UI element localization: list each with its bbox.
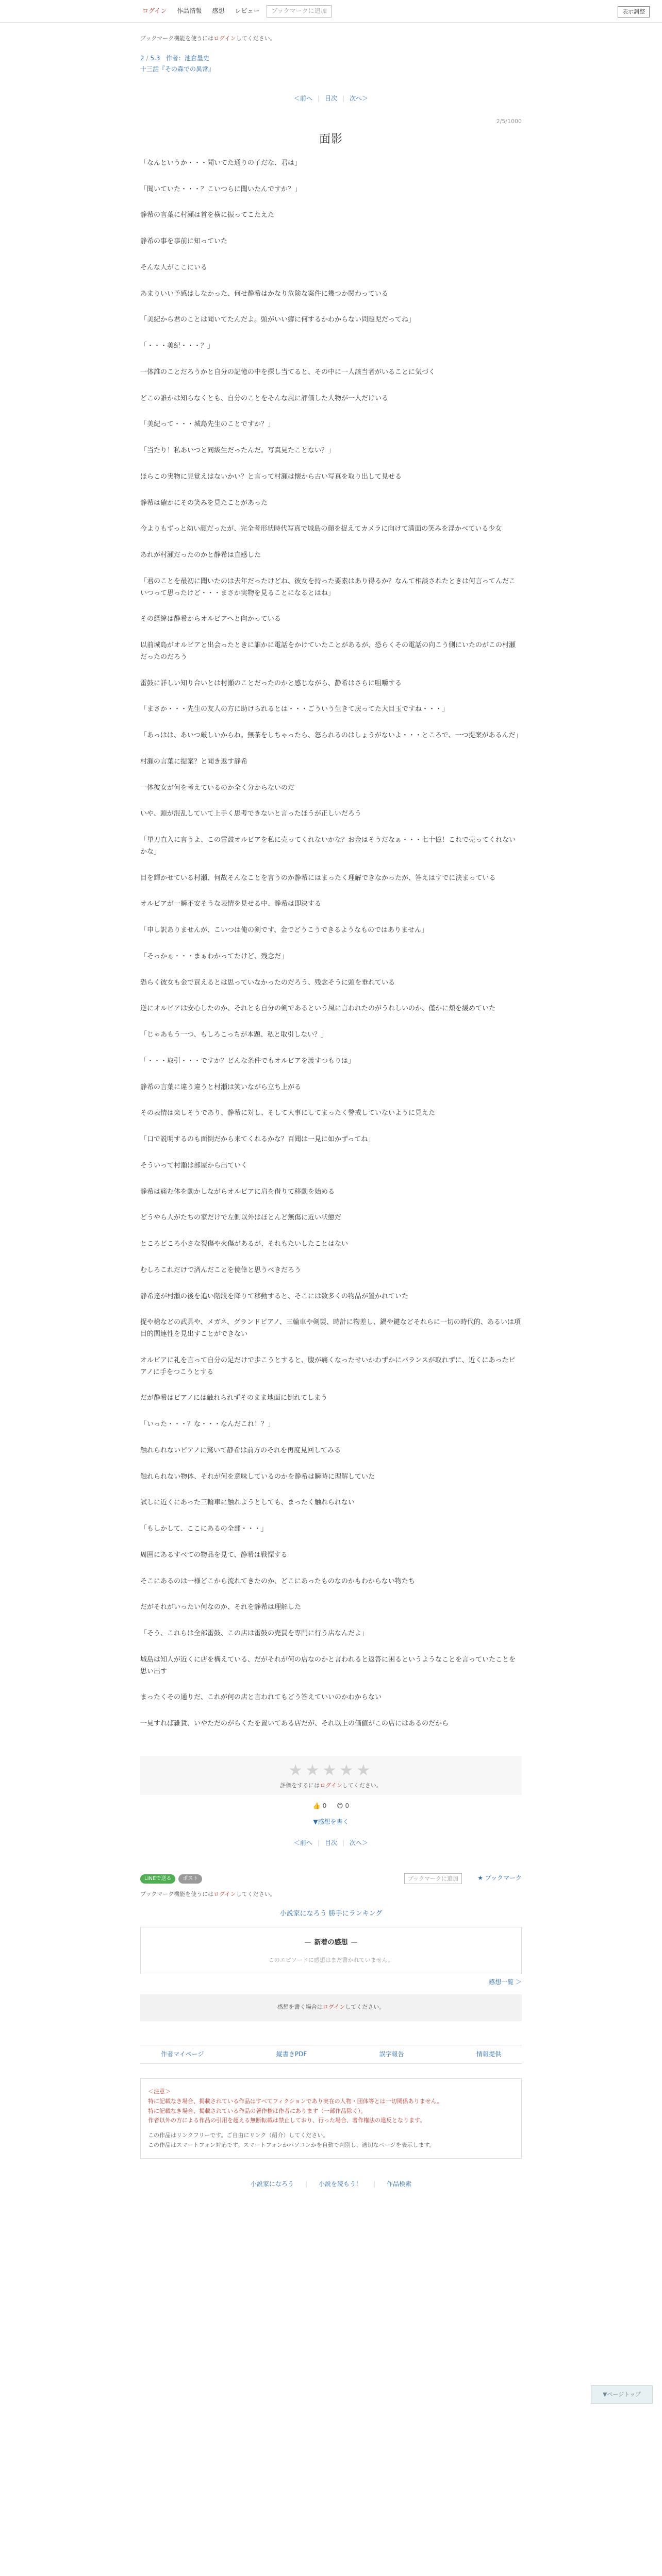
notice-head: ＜注意＞ — [148, 2088, 171, 2095]
body-paragraph: 「申し訳ありませんが、こいつは俺の剣です、金でどうこうできるようなものではありません」 — [140, 926, 428, 935]
review-title-text: 新着の感想 — [314, 1938, 348, 1946]
author-label: 作者： — [166, 54, 185, 62]
body-paragraph: 触れられないピアノに驚いて静希は前方のそれを再度見回してみる — [140, 1446, 341, 1454]
site-footer: 小説家になろう | 小説を読もう！ | 作品検索 — [140, 2179, 522, 2189]
body-paragraph: どうやら人がたちの家だけで左側以外はほとんど無傷に近い状態だ — [140, 1214, 342, 1222]
smile-reaction[interactable]: 😊 0 — [337, 1802, 350, 1809]
body-paragraph: いや、頭が混乱していて上手く思考できないと言ったほうが正しいだろう — [140, 810, 361, 818]
body-paragraph: 「いった・・・？な・・・なんだこれ！？」 — [140, 1420, 275, 1429]
reaction-bar — [140, 1801, 522, 1811]
bookmark-login-notice-bottom — [140, 1890, 522, 1899]
typo-report-link[interactable]: 誤字報告 — [379, 2050, 404, 2058]
body-paragraph: その表情は楽しそうであり、静希に対し、そして大事にしてまったく警戒していないように見えた — [140, 1109, 436, 1117]
toc-link-bottom[interactable]: 目次 — [324, 1839, 337, 1847]
novel-body — [140, 158, 522, 1730]
site-read-link[interactable]: 小説を読もう！ — [318, 2180, 362, 2188]
login-link[interactable]: ログイン — [142, 7, 167, 15]
body-paragraph: オルビアに礼を言って自分の足だけで歩こうとすると、腹が痛くなったせいかわずかにバランスが取れずに、近くにあったピアノに手をつこうとする — [140, 1356, 516, 1376]
body-paragraph: だがそれがいったい何なのか、それを静希は理解した — [140, 1603, 302, 1612]
episode-position: 2 — [140, 54, 144, 62]
like-reaction[interactable]: 👍 0 — [312, 1802, 327, 1809]
add-bookmark-button[interactable]: ブックマークに追加 — [267, 5, 331, 18]
page-top-button[interactable]: ▼ページトップ — [591, 2385, 653, 2404]
body-paragraph: そこにあるのは一様どこから流れてきたのか、どこにあったものなのかもわからない物たち — [140, 1577, 415, 1585]
impressions-list-link[interactable]: 感想一覧 ＞ — [489, 1978, 522, 1986]
author-mypage-link[interactable]: 作者マイページ — [161, 2050, 204, 2058]
site-search-link[interactable]: 作品検索 — [387, 2180, 412, 2188]
body-paragraph: 「そっかぁ・・・まぁわかってたけど、残念だ」 — [140, 952, 288, 960]
body-paragraph: 「美紀から君のことは聞いてたんだよ。頭がいい癖に何するかわからない問題児だってね」 — [140, 316, 416, 324]
line-share-button[interactable]: LINEで送る — [140, 1874, 175, 1884]
notice-gray-line: この作品はスマートフォン対応です。スマートフォンかパソコンかを自動で判別し、適切なページを表示します。 — [148, 2141, 435, 2148]
body-paragraph: 静希の言葉に村瀬は首を横に振ってこたえた — [140, 211, 275, 219]
comment-login-link[interactable]: ログイン — [322, 2004, 345, 2011]
body-paragraph: だが静希はピアノには触れられずそのまま地面に倒れてしまう — [140, 1394, 327, 1402]
body-paragraph: 「聞いていた・・・？こいつらに聞いたんですか？」 — [140, 185, 302, 193]
body-paragraph: 捉や槍などの武具や、メガネ、グランドピアノ、三輪車や剣製、時計に物差し、鍋や鍵などそれらに一切の時代的、あるいは項目的関連性を見出すことができない — [140, 1318, 521, 1338]
next-link-bottom[interactable]: 次へ＞ — [350, 1839, 369, 1847]
body-paragraph: 「あっはは、あいつ厳しいからね。無茶をしちゃったら、怒られるのはしょうがないよ・・・ところで、一つ提案があるんだ」 — [140, 732, 522, 740]
review-link[interactable]: レビュー — [235, 7, 260, 15]
comment-text-suffix: してください。 — [345, 2004, 385, 2011]
new-impressions-box — [140, 1927, 522, 1974]
body-paragraph: 目を輝かせている村瀬、何故そんなことを言うのか静希にはまったく理解できなかったが、答えはすでに決まっている — [140, 874, 496, 882]
rating-note-suffix: してください。 — [342, 1782, 382, 1789]
rating-login-link[interactable]: ログイン — [320, 1782, 342, 1789]
body-paragraph: 村瀬の言葉に提案？と聞き返す静希 — [140, 757, 248, 766]
write-impression-link[interactable]: ▼感想を書く — [313, 1818, 349, 1826]
comments-link[interactable]: 感想 — [212, 7, 225, 15]
body-paragraph: ほらこの実物に見覚えはないかい？と言って村瀬は懐から古い写真を取り出して見せる — [140, 472, 402, 481]
notice-red-line: 作者以外の方による作品の引用を超える無断転載は禁止しており、行った場合、著作権法の違反となります。 — [148, 2117, 426, 2124]
body-paragraph: 「なんというか・・・聞いてた通りの子だな、君は」 — [140, 159, 302, 167]
top-navigation-bar — [0, 0, 662, 23]
body-paragraph: どこの誰かは知らなくとも、自分のことをそんな風に評価した人物が一人だけいる — [140, 394, 389, 402]
body-paragraph: 「そう、これらは全部雷鼓、この店は雷鼓の売買を専門に行う店なんだよ」 — [140, 1630, 369, 1638]
ranking-link[interactable]: 小説家になろう 勝手にランキング — [279, 1910, 383, 1918]
body-paragraph: 静希は確かにその笑みを見たことがあった — [140, 499, 268, 507]
no-impressions-text: このエピソードに感想はまだ書かれていません。 — [268, 1956, 394, 1963]
notice-login-link[interactable]: ログイン — [213, 35, 236, 42]
vertical-pdf-link[interactable]: 縦書きPDF — [276, 2050, 307, 2058]
notice2-login-link[interactable]: ログイン — [213, 1890, 236, 1897]
body-paragraph: 城島は知人が近くに店を構えている、だがそれが何の店なのかと言われると返答に困るというようなことを言っていたことを思い出す — [140, 1655, 516, 1675]
body-paragraph: ところどころ小さな裂傷や火傷があるが、それもたいしたことはない — [140, 1240, 349, 1248]
body-paragraph: 「君のことを最初に聞いたのは去年だったけどね、彼女を持った要素はあり得るか？なんて相談されたときは何言ってんだこいつって思ったけど・・・まさか実物を見ることになるとはね」 — [140, 577, 516, 597]
post-share-button[interactable]: ポスト — [178, 1874, 202, 1884]
body-paragraph: 一見すれば雑貨、いやただのがらくたを置いてある店だが、それ以上の価値がこの店にはあるのだから — [140, 1720, 449, 1728]
body-paragraph: 静希の言葉に違う違うと村瀬は笑いながら立ち上がる — [140, 1083, 302, 1091]
notice-box — [140, 2078, 522, 2159]
site-home-link[interactable]: 小説家になろう — [250, 2180, 294, 2188]
notice2-text-suffix: してください。 — [236, 1890, 276, 1897]
notice-text-suffix: してください。 — [236, 35, 276, 42]
body-paragraph: 一体彼女が何を考えているのか全く分からないのだ — [140, 784, 295, 792]
body-paragraph: 試しに近くにあった三輪車に触れようとしても、まったく触れられない — [140, 1499, 355, 1507]
body-paragraph: 「美紀って・・・城島先生のことですか？」 — [140, 420, 275, 429]
page-number: 2/5/1000 — [496, 118, 522, 125]
episode-separator: / — [146, 54, 148, 62]
author-link[interactable]: 池倉塁史 — [184, 54, 209, 62]
rating-box — [140, 1756, 522, 1795]
bookmark-login-notice — [140, 34, 522, 43]
body-paragraph: 静希達が村瀬の後を追い階段を降りて移動すると、そこには数多くの物品が置かれていた — [140, 1292, 409, 1300]
rating-note-text: 評価をするには — [280, 1782, 320, 1789]
notice-red-line: 特に記載なき場合、掲載されている作品の著作権は作者にあります（一部作品除く）。 — [148, 2107, 367, 2114]
add-bookmark-button-bottom[interactable]: ブックマークに追加 — [404, 1873, 462, 1885]
body-paragraph: 「当たり！私あいつと同級生だったんだ。写真見たことない？」 — [140, 447, 335, 455]
share-bar — [140, 1871, 522, 1887]
rating-note — [140, 1781, 522, 1790]
new-impressions-title: — 新着の感想 — — [304, 1938, 358, 1946]
info-report-link[interactable]: 情報提供 — [476, 2050, 501, 2058]
chapter-subtitle[interactable]: 十三話『その森での異常』 — [140, 65, 215, 73]
comment-text: 感想を書く場合は — [277, 2004, 323, 2011]
main-content — [140, 34, 522, 2190]
episode-total: 5.3 — [150, 54, 160, 62]
author-footer-links — [140, 2045, 522, 2064]
display-settings-button[interactable]: 表示調整 — [618, 6, 650, 18]
body-paragraph: 「単刀直入に言うよ、この雷鼓オルビアを私に売ってくれないかな？お金はそうだなぁ・・・七十億！これで売ってくれないかな」 — [140, 836, 516, 856]
work-info-link[interactable]: 作品情報 — [177, 7, 202, 15]
bookmark-link[interactable]: ★ ブックマーク — [477, 1874, 522, 1882]
body-paragraph: その経緯は静希からオルビアへと向かっている — [140, 615, 281, 623]
body-paragraph: 雷鼓に詳しい知り合いとは村瀬のことだったのかと感じながら、静希はさらに咀嚼する — [140, 679, 402, 687]
pager-top: ＜前へ | 目次 | 次へ＞ — [293, 94, 369, 102]
prev-link-bottom[interactable]: ＜前へ — [293, 1839, 312, 1847]
body-paragraph: 「口で説明するのも面倒だから来てくれるかな？百聞は一見に如かずってね」 — [140, 1136, 375, 1144]
body-paragraph: 周囲にあるすべての物品を見て、静希は戦慄する — [140, 1551, 288, 1559]
notice-red-line: 特に記載なき場合、掲載されている作品はすべてフィクションであり実在の人物・団体等とは一切関係ありません。 — [148, 2097, 443, 2105]
body-paragraph: むしろこれだけで済んだことを僥倖と思うべきだろう — [140, 1266, 302, 1274]
pager-bottom: ＜前へ | 目次 | 次へ＞ — [293, 1839, 369, 1847]
page-title: 面影 — [319, 132, 343, 146]
body-paragraph: 今よりもずっと幼い顔だったが、完全者形状時代写真で城島の顔を捉えてカメラに向けて満面の笑みを浮かべている少女 — [140, 525, 502, 533]
body-paragraph: 静希の事を事前に知っていた — [140, 238, 228, 246]
prev-link[interactable]: ＜前へ — [293, 94, 312, 102]
body-paragraph: 逆にオルビアは安心したのか、それとも自分の剣であるという風に言われたのがうれしいのか、僅かに頬を緩めていた — [140, 1005, 496, 1013]
write-comment-box — [140, 1994, 522, 2021]
body-paragraph: そんな人がここにいる — [140, 263, 208, 272]
body-paragraph: 「じゃあもう一つ、もしろこっちが本題、私と取引しない？」 — [140, 1031, 328, 1039]
next-link[interactable]: 次へ＞ — [350, 94, 369, 102]
body-paragraph: そういって村瀬は部屋から出ていく — [140, 1161, 248, 1170]
body-paragraph: 恐らく彼女も金で買えるとは思っていなかったのだろう、残念そうに頭を垂れている — [140, 978, 395, 987]
rating-stars-icon[interactable]: ★★★★★ — [288, 1761, 374, 1780]
body-paragraph: 一体誰のことだろうかと自分の記憶の中を探し当てると、その中に一人該当者がいることに気づく — [140, 368, 436, 376]
notice2-text: ブックマーク機能を使うには — [140, 1890, 214, 1897]
body-paragraph: 「・・・取引・・・ですか？どんな条件でもオルビアを渡すつもりは」 — [140, 1057, 355, 1065]
notice-text: ブックマーク機能を使うには — [140, 35, 214, 42]
body-paragraph: 「・・・美紀・・・？」 — [140, 342, 214, 350]
body-paragraph: 触れられない物体、それが何を意味しているのかを静希は瞬時に理解していた — [140, 1472, 375, 1481]
body-paragraph: まったくその通りだ、これが何の店と言われてもどう答えていいのかわからない — [140, 1693, 382, 1702]
body-paragraph: 以前城島がオルビアと出会ったときに誰かに電話をかけていたことがあるが、恐らくその電話の向こう側にいたのがこの村瀬だったのだろう — [140, 641, 516, 661]
series-info[interactable] — [140, 54, 522, 63]
body-paragraph: オルビアが一瞬不安そうな表情を見せる中、静希は即決する — [140, 900, 322, 908]
body-paragraph: あれが村瀬だったのかと静希は直感した — [140, 551, 261, 560]
notice-gray-line: この作品はリンクフリーです。ご自由にリンク（紹介）してください。 — [148, 2132, 329, 2139]
body-paragraph: 静希は痛む体を動かしながらオルビアに肩を借りて移動を始める — [140, 1188, 335, 1196]
body-paragraph: 「まさか・・・先生の友人の方に助けられるとは・・・ごういう生きて戻ってた大目玉ですね・・・」 — [140, 705, 449, 714]
body-paragraph: 「もしかして、ここにあるの全部・・・」 — [140, 1525, 268, 1533]
body-paragraph: あまりいい予感はしなかった、何せ静希はかなり危険な案件に幾つか関わっている — [140, 290, 388, 298]
toc-link[interactable]: 目次 — [324, 94, 337, 102]
